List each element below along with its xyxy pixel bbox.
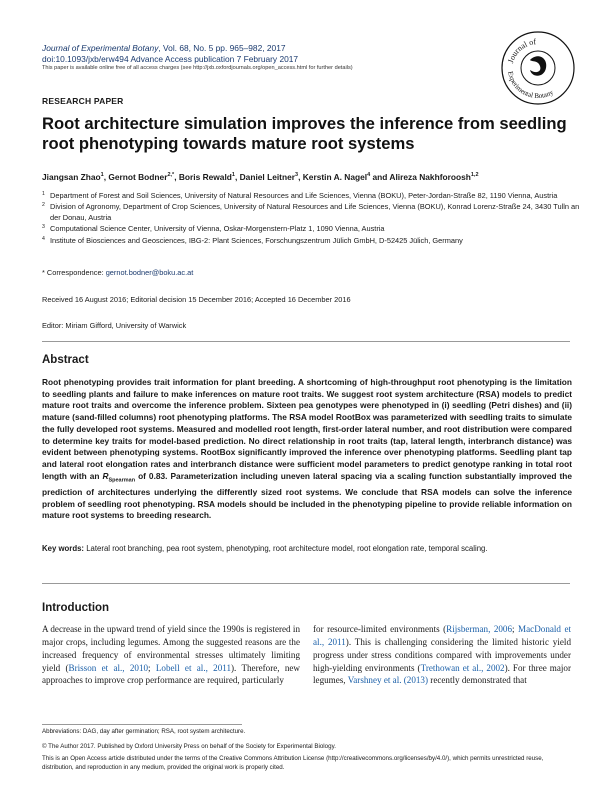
footnote-rule: [42, 724, 242, 725]
journal-logo: [500, 30, 576, 106]
license-text: This is an Open Access article distributed under the terms of the Creative Commons Attribution License (http://creativecommons.org/licenses/by/4.0/), which permits unrestricted reuse, distribution, and reproduction in any medium, provided the original work is properly cited.: [42, 755, 544, 771]
author-affiliation-mark: 3: [295, 172, 299, 179]
copyright: © The Author 2017. Published by Oxford University Press on behalf of the Society for Experimental Biology.: [42, 743, 336, 750]
abstract-text: [42, 377, 572, 522]
affiliation-item: [42, 236, 582, 246]
journal-citation: [42, 43, 286, 53]
divider: [42, 341, 570, 342]
abstract-part-1: Root phenotyping provides trait information for plant breeding. A shortcoming of high-throughput root phenotyping is the limitation to seedling plants and failure to make inferences on mature root traits. We suggest root system architecture (RSA) models to predict mature root traits and overcome the inference problem. Sixteen pea genotypes were phenotyped in (i) seedling (Petri dishes) and (ii) mature (sand-filled columns) root phenotyping platforms. The RSA model RootBox was parameterized with seedling traits to simulate the fully developed root systems. Measured and modelled root length, first-order lateral number, and root distribution were compared to determine key traits for model-based prediction. No direct relationship in root traits (tap, lateral length, interbranch distance) was evident between phenotyping systems. RootBox significantly improved the inference over phenotyping platforms. Seedling plant tap and lateral root elongation rates and interbranch distance were sufficient model parameters to predict genotype ranking in total root length with an: [42, 377, 572, 481]
correspondence-email[interactable]: gernot.bodner@boku.ac.at: [105, 268, 194, 277]
journal-volume: , Vol. 68, No. 5 pp. 965–982, 2017: [158, 43, 286, 53]
author-name: Boris Rewald: [178, 172, 232, 182]
affiliation-list: [42, 191, 582, 247]
article-type: RESEARCH PAPER: [42, 96, 124, 106]
divider: [42, 583, 570, 584]
affiliation-text: Institute of Biosciences and Geosciences, IBG-2: Plant Sciences, Forschungszentrum Jülich GmbH, D-52425 Jülich, Germany: [50, 235, 463, 245]
correspondence: [42, 268, 193, 277]
author-affiliation-mark: 1,2: [470, 172, 479, 179]
abstract-heading: Abstract: [42, 354, 89, 366]
affiliation-text: Division of Agronomy, Department of Crop Sciences, University of Natural Resources and Life Sciences, Vienna (BOKU), Konrad Lorenz-Straße 24, 3430 Tulln an der Donau, Austria: [50, 202, 580, 222]
abstract-part-2: of 0.83. Parameterization including uneven lateral spacing via a scaling function substantially improved the prediction of architectures underlying the differently sized root systems. We conclude that RSA models can solve the inference problem of seedling root phenotyping. RSA models should be included in the phenotyping pipeline to provide reliable information on mature root systems to breeding research.: [42, 470, 573, 521]
author-affiliation-mark: 1: [100, 172, 104, 179]
editor-line: Editor: Miriam Gifford, University of Warwick: [42, 321, 187, 330]
paper-title: Root architecture simulation improves the inference from seedling root phenotyping towards mature root systems: [42, 114, 567, 153]
intro-column-left: [42, 623, 300, 687]
body-text: ). Therefore, new approaches to improve crop performance are required, particularly: [42, 662, 300, 686]
affiliation-number: 1: [42, 191, 45, 197]
author-name: Alireza Nakhforoosh: [389, 172, 471, 182]
author-name: Gernot Bodner: [108, 172, 168, 182]
logo-text-top: Journal of: [506, 37, 537, 65]
correspondence-label: * Correspondence:: [42, 268, 106, 277]
r-subscript: Spearman: [108, 477, 136, 484]
affiliation-item: [42, 191, 582, 201]
author-name: Kerstin A. Nagel: [302, 172, 368, 182]
affiliation-number: 4: [42, 235, 45, 242]
affiliation-number: 3: [42, 224, 45, 231]
r-symbol: R: [102, 470, 109, 481]
body-text: ). This is challenging considering the limited historic yield progress under stress conditions compared with improvements under high-yielding environments (: [313, 636, 571, 673]
keywords-label: Key words:: [42, 544, 85, 553]
affiliation-item: [42, 224, 582, 234]
doi-line[interactable]: doi:10.1093/jxb/erw494 Advance Access publication 7 February 2017: [42, 54, 299, 64]
citation-link[interactable]: MacDonald et al., 2011: [313, 624, 572, 647]
introduction-heading: Introduction: [42, 602, 110, 614]
logo-text-bottom: Experimental Botany: [506, 70, 555, 101]
author-name: Jiangsan Zhao: [42, 172, 101, 182]
keywords: [42, 543, 542, 554]
affiliation-text: Computational Science Center, University of Vienna, Oskar-Morgenstern-Platz 1, 1090 Vienna, Austria: [50, 224, 385, 234]
citation-link[interactable]: Brisson et al., 2010: [68, 662, 149, 673]
open-access-note: This paper is available online free of all access charges (see http://jxb.oxfordjournals.org/open_access.html for further details): [42, 65, 353, 71]
citation-link[interactable]: Varshney et al. (2013): [347, 675, 429, 686]
citation-link[interactable]: Lobell et al., 2011: [155, 662, 232, 673]
author-affiliation-mark: 2,*: [167, 172, 175, 179]
author-list: Jiangsan Zhao$^1$, Gernot Bodner$^{2,*}$, Boris Rewald$^1$, Daniel Leitner$^3$, Kerstin A. Nagel$^4$ and Alireza Nakhforoosh$^{1,2}$: [42, 172, 479, 182]
keywords-text: Lateral root branching, pea root system, phenotyping, root architecture model, root elongation rate, temporal scaling.: [86, 544, 488, 553]
citation-link[interactable]: Rijsberman, 2006: [446, 624, 513, 634]
abbreviations: Abbreviations: DAG, day after germination; RSA, root system architecture.: [42, 728, 246, 735]
journal-name: Journal of Experimental Botany: [42, 43, 159, 53]
body-text: ). For three major legumes,: [313, 662, 572, 686]
citation-link[interactable]: Trethowan et al., 2002: [420, 662, 505, 673]
affiliation-item: [42, 202, 582, 223]
body-text: ;: [512, 624, 519, 634]
body-text: A decrease in the upward trend of yield since the 1990s is registered in major crops, including legumes. Among the suggested reasons are the increased frequency of environmental stresses ultimately limiting yield (: [42, 624, 300, 673]
received-dates: Received 16 August 2016; Editorial decision 15 December 2016; Accepted 16 December 2016: [42, 295, 351, 304]
body-text: for resource-limited environments (: [313, 624, 447, 634]
author-affiliation-mark: 1: [231, 172, 235, 179]
affiliation-text: Department of Forest and Soil Sciences, University of Natural Resources and Life Sciences, Vienna (BOKU), Peter-Jordan-Straße 82, 1190 Vienna, Austria: [50, 191, 558, 200]
author-name: Daniel Leitner: [239, 172, 296, 182]
body-text: ;: [148, 662, 156, 673]
affiliation-number: 2: [42, 202, 45, 209]
author-affiliation-mark: 4: [367, 172, 371, 179]
body-text: recently demonstrated that: [428, 675, 527, 686]
intro-column-right: [313, 623, 571, 687]
